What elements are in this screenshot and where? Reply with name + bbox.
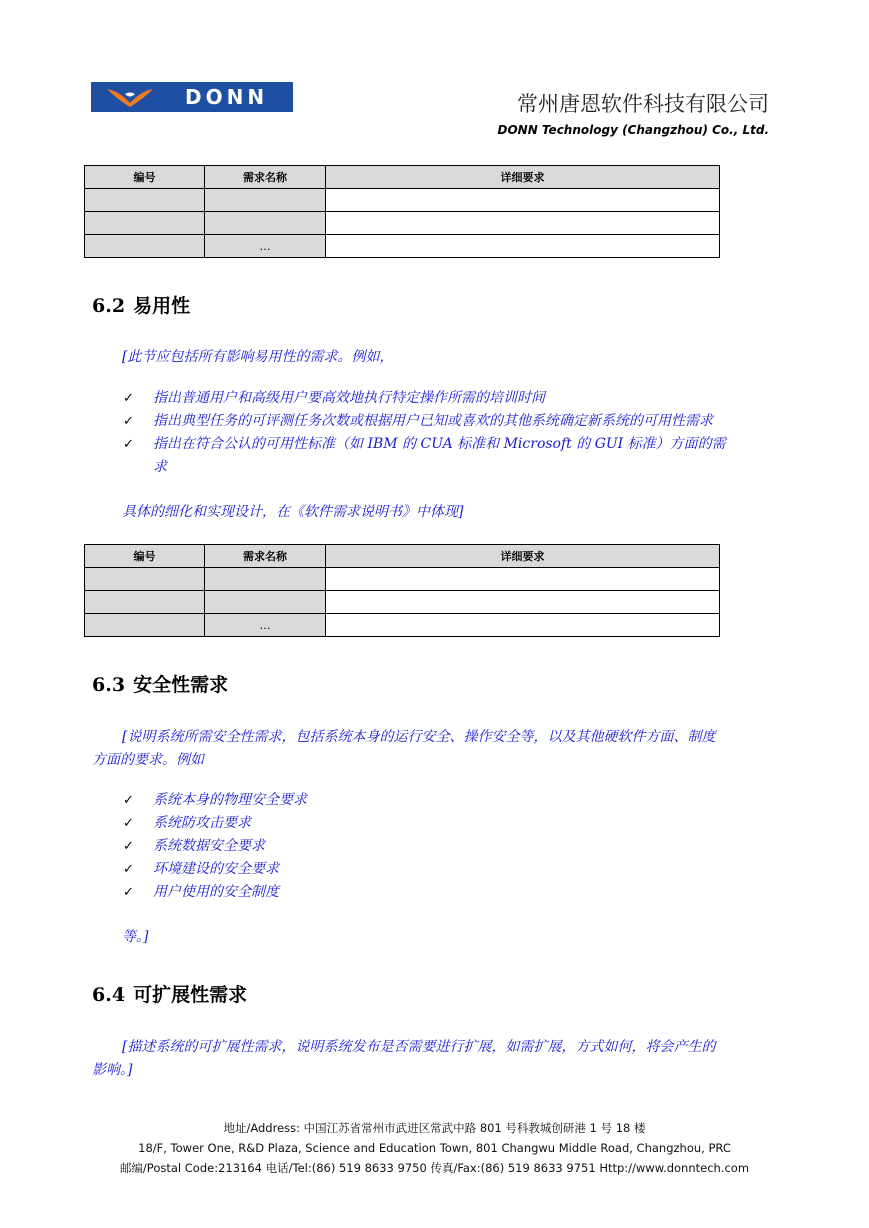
list-item-continuation: 求	[153, 459, 167, 475]
section-number: 6.3	[92, 674, 126, 696]
footer-address-cn: 地址/Address: 中国江苏省常州市武进区常武中路 801 号科教城创研港 1 号 18 楼	[223, 1121, 646, 1135]
list-item: ✓ 指出普通用户和高级用户要高效地执行特定操作所需的培训时间	[123, 387, 726, 410]
check-icon: ✓	[123, 437, 134, 452]
list-item: ✓ 环境建设的安全要求	[123, 858, 307, 881]
cell-id	[85, 235, 205, 258]
bird-logo-icon	[105, 85, 155, 109]
cell-id	[85, 189, 205, 212]
list-item: ✓ 系统数据安全要求	[123, 835, 307, 858]
cell-detail	[326, 568, 720, 591]
section-6-3-intro-line-1: [说明系统所需安全性需求，包括系统本身的运行安全、操作安全等，以及其他硬软件方面、制度	[122, 729, 716, 745]
header-detail: 详细要求	[326, 166, 720, 189]
section-title: 可扩展性需求	[133, 984, 248, 1006]
cell-name	[205, 189, 326, 212]
section-6-3-outro: 等。]	[122, 929, 149, 945]
check-icon: ✓	[123, 862, 134, 877]
table-row	[85, 212, 720, 235]
list-item: ✓ 系统本身的物理安全要求	[123, 789, 307, 812]
cell-id	[85, 212, 205, 235]
table-row	[85, 614, 720, 637]
company-name-en: DONN Technology (Changzhou) Co., Ltd.	[497, 123, 769, 137]
header-detail: 详细要求	[326, 545, 720, 568]
section-heading-6-2	[92, 291, 190, 318]
cell-id	[85, 614, 205, 637]
cell-detail	[326, 189, 720, 212]
cell-detail	[326, 614, 720, 637]
cell-name-ellipsis: …	[205, 235, 326, 258]
check-icon: ✓	[123, 793, 134, 808]
company-name-cn: 常州唐恩软件科技有限公司	[517, 92, 769, 116]
section-heading-6-4	[92, 980, 247, 1007]
check-icon: ✓	[123, 391, 134, 406]
check-icon: ✓	[123, 839, 134, 854]
section-6-2-bullet-list	[123, 387, 726, 479]
cell-detail	[326, 235, 720, 258]
cell-detail	[326, 212, 720, 235]
list-item: ✓ 用户使用的安全制度	[123, 881, 307, 904]
section-heading-6-3	[92, 670, 228, 697]
section-6-3-intro-line-2: 方面的要求。例如	[92, 752, 204, 768]
cell-detail	[326, 591, 720, 614]
section-6-3-bullet-list	[123, 789, 307, 904]
header-id: 编号	[85, 166, 205, 189]
section-title: 易用性	[133, 295, 191, 317]
check-icon: ✓	[123, 816, 134, 831]
cell-id	[85, 568, 205, 591]
requirements-table-1	[84, 165, 720, 258]
table-row	[85, 591, 720, 614]
table-header-row	[85, 166, 720, 189]
check-icon: ✓	[123, 414, 134, 429]
table-row	[85, 235, 720, 258]
logo-text: DONN	[185, 85, 269, 109]
cell-name	[205, 212, 326, 235]
cell-name	[205, 591, 326, 614]
cell-id	[85, 591, 205, 614]
section-6-2-outro: 具体的细化和实现设计，在《软件需求说明书》中体现]	[122, 504, 464, 520]
table-header-row	[85, 545, 720, 568]
cell-name-ellipsis: …	[205, 614, 326, 637]
footer-address-en: 18/F, Tower One, R&D Plaza, Science and Education Town, 801 Changwu Middle Road, Changzhou, PRC	[138, 1141, 731, 1155]
header-id: 编号	[85, 545, 205, 568]
header-name: 需求名称	[205, 545, 326, 568]
section-6-4-intro-line-2: 影响。]	[92, 1062, 133, 1078]
header-name: 需求名称	[205, 166, 326, 189]
check-icon: ✓	[123, 885, 134, 900]
section-number: 6.2	[92, 295, 126, 317]
table-row	[85, 189, 720, 212]
list-item: ✓ 指出典型任务的可评测任务次数或根据用户已知或喜欢的其他系统确定新系统的可用性需求	[123, 410, 726, 433]
section-title: 安全性需求	[133, 674, 229, 696]
company-logo	[91, 82, 293, 112]
list-item: ✓ 指出在符合公认的可用性标准（如 IBM 的 CUA 标准和 Microsoft 的 GUI 标准）方面的需	[123, 433, 726, 456]
section-number: 6.4	[92, 984, 126, 1006]
section-6-4-intro-line-1: [描述系统的可扩展性需求，说明系统发布是否需要进行扩展，如需扩展，方式如何，将会产生的	[122, 1039, 716, 1055]
cell-name	[205, 568, 326, 591]
requirements-table-2	[84, 544, 720, 637]
list-item: ✓ 系统防攻击要求	[123, 812, 307, 835]
table-row	[85, 568, 720, 591]
footer-contact: 邮编/Postal Code:213164 电话/Tel:(86) 519 8633 9750 传真/Fax:(86) 519 8633 9751 Http://www.donntech.com	[119, 1161, 750, 1175]
section-6-2-intro: [此节应包括所有影响易用性的需求。例如，	[122, 349, 394, 365]
